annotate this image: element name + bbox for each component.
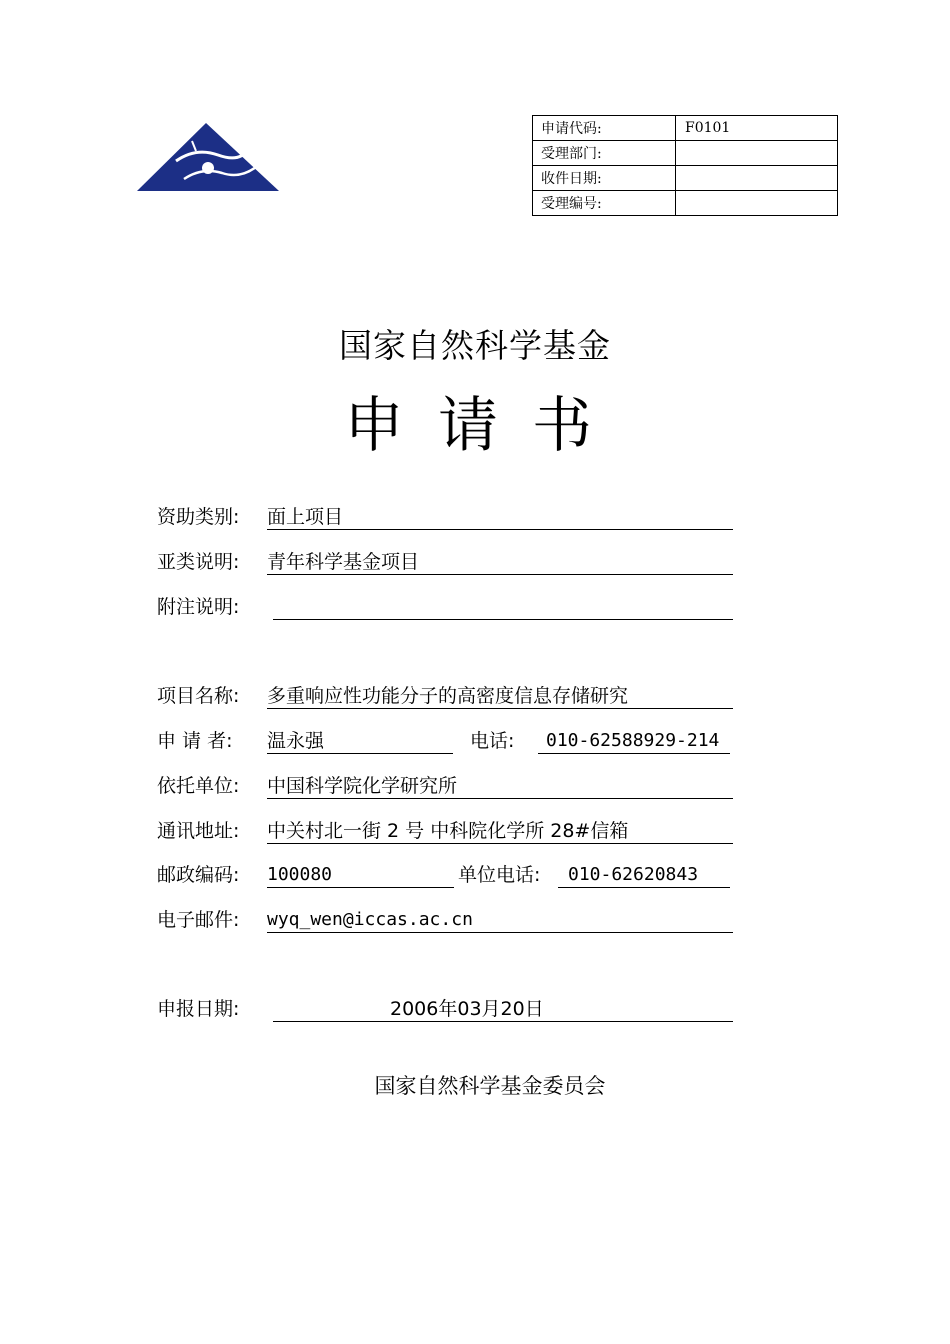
project-name-field: 多重响应性功能分子的高密度信息存储研究 [267,684,733,709]
table-row [533,116,838,141]
institution-label: 依托单位: [157,775,240,797]
subtype-label: 亚类说明: [157,551,240,573]
submission-date-label: 申报日期: [157,998,240,1020]
applicant-label: 申 请 者: [157,730,233,752]
table-row [533,166,838,191]
acceptance-number-label: 受理编号: [533,191,676,216]
funding-type-label: 资助类别: [157,506,240,528]
email-label: 电子邮件: [157,909,240,931]
department-value [676,141,838,166]
note-label: 附注说明: [157,596,240,618]
application-code-table [532,115,838,216]
code-value: F0101 [676,116,838,141]
project-name-label: 项目名称: [157,685,240,707]
document-title: 申请书 [344,391,626,461]
submission-date-field: 2006年03月20日 [273,997,733,1022]
department-label: 受理部门: [533,141,676,166]
table-row [533,141,838,166]
table-row [533,191,838,216]
nsfc-logo-icon [136,121,280,195]
code-label: 申请代码: [533,116,676,141]
subtype-field: 青年科学基金项目 [267,550,733,575]
footer-org-name: 国家自然科学基金委员会 [374,1074,606,1098]
note-field [273,595,733,620]
org-title: 国家自然科学基金 [339,326,611,365]
postcode-label: 邮政编码: [157,864,240,886]
unit-phone-field: 010-62620843 [558,863,730,888]
address-label: 通讯地址: [157,820,240,842]
phone-field: 010-62588929-214 [538,729,730,754]
receipt-date-label: 收件日期: [533,166,676,191]
unit-phone-label: 单位电话: [458,864,541,886]
acceptance-number-value [676,191,838,216]
postcode-field: 100080 [267,863,454,888]
applicant-field: 温永强 [267,729,453,754]
address-field: 中关村北一街 2 号 中科院化学所 28#信箱 [267,819,733,844]
receipt-date-value [676,166,838,191]
institution-field: 中国科学院化学研究所 [267,774,733,799]
email-field: wyq_wen@iccas.ac.cn [267,908,733,933]
funding-type-field: 面上项目 [267,505,733,530]
phone-label: 电话: [470,730,515,752]
